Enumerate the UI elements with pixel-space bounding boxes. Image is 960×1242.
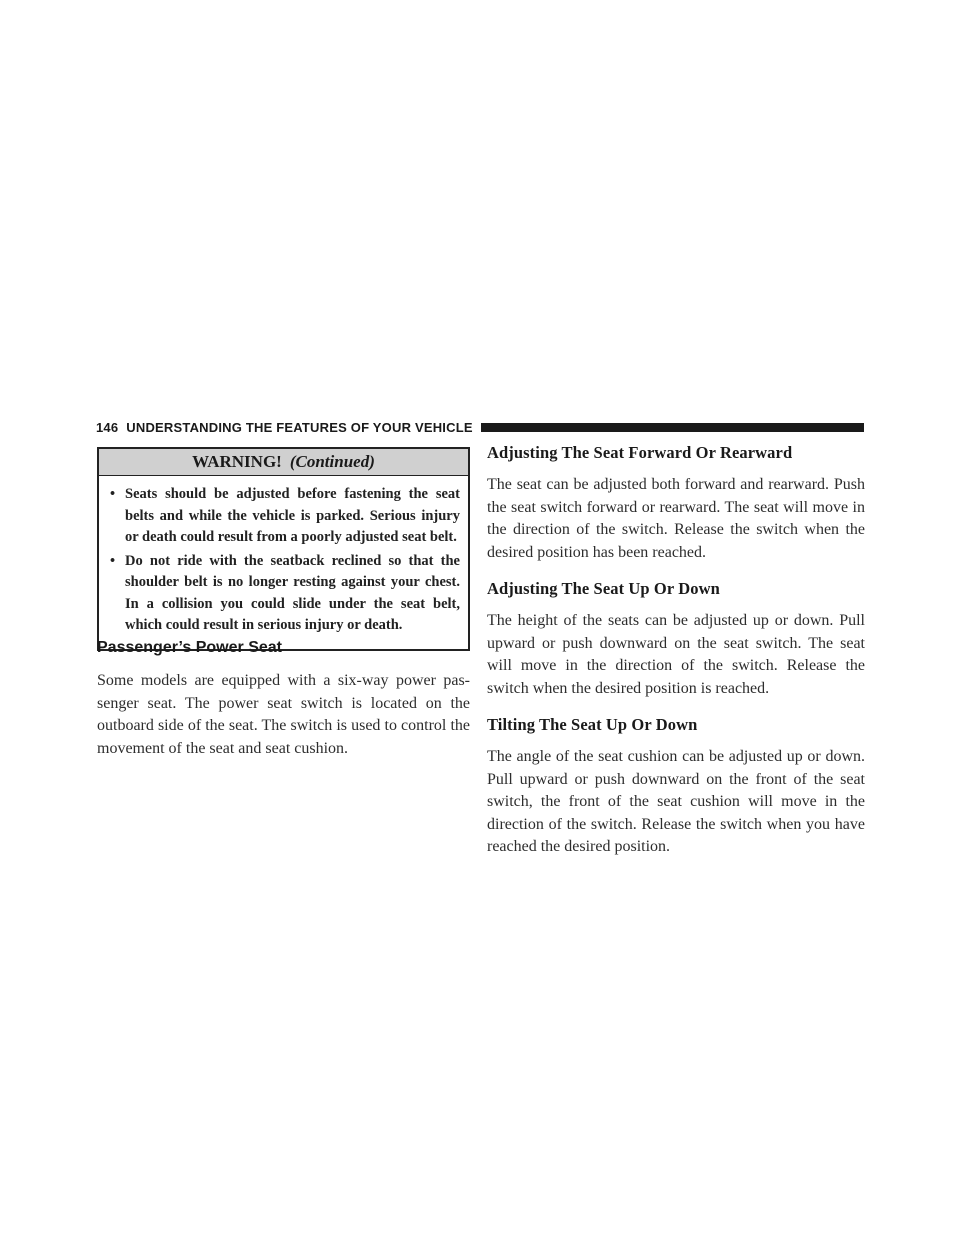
section-title-passenger-power-seat: Passenger’s Power Seat bbox=[97, 639, 282, 656]
warning-body bbox=[99, 476, 468, 649]
warning-box bbox=[97, 447, 470, 651]
warning-item bbox=[107, 551, 460, 637]
warning-list bbox=[107, 484, 460, 637]
warning-header bbox=[99, 449, 468, 476]
bullet-icon: • bbox=[110, 552, 116, 569]
warning-item bbox=[107, 484, 460, 549]
warning-item-text: Seats should be adjusted before fastening the seat belts and while the vehicle is parked. Serious injury or death could result from a poorly adjusted seat belt. bbox=[125, 486, 460, 545]
bullet-icon: • bbox=[110, 486, 116, 502]
warning-item-text: Do not ride with the seatback reclined so that the shoulder belt is no longer resting against your chest. In a collision you could slide under the seat belt, which could result in serious injury or death. bbox=[125, 552, 460, 633]
warning-title: WARNING! bbox=[192, 452, 282, 471]
up-down-paragraph: The height of the seats can be adjusted up or down. Pull upward or push downward on the seat switch. The seat will move in the direction of the switch. Release the switch when the desired position is reached. bbox=[487, 612, 865, 697]
header-rule bbox=[481, 423, 864, 432]
page-header bbox=[96, 417, 864, 437]
subheading-forward-rearward: Adjusting The Seat Forward Or Rearward bbox=[487, 443, 793, 462]
tilting-paragraph: The angle of the seat cushion can be adjusted up or down. Pull upward or push downward on the front of the seat switch, the front of the seat cushion will move in the direction of the switch. Release the switch when you have reached the desired position. bbox=[487, 748, 865, 855]
subheading-tilting: Tilting The Seat Up Or Down bbox=[487, 715, 698, 734]
chapter-title: UNDERSTANDING THE FEATURES OF YOUR VEHICLE bbox=[126, 419, 473, 435]
subheading-up-down: Adjusting The Seat Up Or Down bbox=[487, 579, 720, 598]
page-number: 146 bbox=[96, 419, 119, 435]
forward-rearward-paragraph: The seat can be adjusted both forward and rearward. Push the seat switch forward or rearward. The seat will move in the direction of the switch. Release the switch when the desired position has been reached. bbox=[487, 476, 865, 561]
passenger-power-seat-paragraph: Some models are equipped with a six-way power pas-senger seat. The power seat switch is located on the outboard side of the seat. The switch is used to control the movement of the seat and seat cushion. bbox=[97, 672, 470, 757]
warning-continued-label: (Continued) bbox=[289, 452, 375, 471]
